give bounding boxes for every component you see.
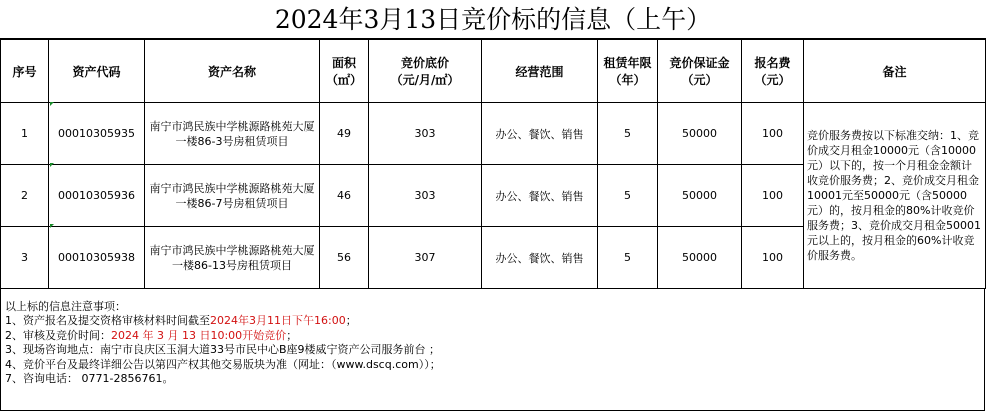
note-line-2 <box>5 329 984 343</box>
cell-scope: 办公、餐饮、销售 <box>482 227 598 289</box>
cell-comment-marker <box>50 163 54 167</box>
cell-area: 46 <box>320 165 369 227</box>
note-2-bid-time: 2024 年 3 月 13 日10:00开始竞价 <box>111 328 287 342</box>
cell-code: 00010305935 <box>49 103 145 165</box>
table-row <box>1 103 986 165</box>
header-deposit-unit: （元） <box>681 73 718 87</box>
cell-price: 303 <box>369 165 482 227</box>
cell-seq: 1 <box>1 103 49 165</box>
header-code: 资产代码 <box>49 40 145 103</box>
note-2-text: 2、审核及竞价时间： <box>5 328 111 342</box>
cell-price: 303 <box>369 103 482 165</box>
cell-fee: 100 <box>742 103 804 165</box>
header-area-unit: （㎡） <box>325 73 362 87</box>
cell-deposit: 50000 <box>658 227 742 289</box>
cell-area: 49 <box>320 103 369 165</box>
sheet-title: 2024年3月13日竞价标的信息（上午） <box>0 0 986 39</box>
note-1-deadline: 2024年3月11日下午16:00 <box>210 314 346 328</box>
header-area-label: 面积 <box>331 56 356 70</box>
header-scope: 经营范围 <box>482 40 598 103</box>
header-term <box>598 40 658 103</box>
cell-name: 南宁市鸿民族中学桃源路桃苑大厦一楼86-3号房租赁项目 <box>145 103 320 165</box>
note-line-7: 7、咨询电话： 0771-2856761。 <box>5 372 174 386</box>
cell-term: 5 <box>598 165 658 227</box>
note-1-text: 1、资产报名及提交资格审核材料时间截至 <box>5 314 210 328</box>
cell-name: 南宁市鸿民族中学桃源路桃苑大厦一楼86-13号房租赁项目 <box>145 227 320 289</box>
cell-scope: 办公、餐饮、销售 <box>482 165 598 227</box>
header-deposit-label: 竞价保证金 <box>669 56 730 70</box>
cell-name: 南宁市鸿民族中学桃源路桃苑大厦一楼86-7号房租赁项目 <box>145 165 320 227</box>
header-area <box>320 40 369 103</box>
header-fee-unit: （元） <box>754 73 791 87</box>
header-fee-label: 报名费 <box>754 56 791 70</box>
cell-fee: 100 <box>742 165 804 227</box>
header-seq: 序号 <box>1 40 49 103</box>
notes-heading: 以上标的信息注意事项： <box>5 300 126 313</box>
cell-price: 307 <box>369 227 482 289</box>
note-2-end: ； <box>286 328 298 342</box>
cell-comment-marker <box>50 224 54 228</box>
header-deposit <box>658 40 742 103</box>
header-price-unit: （元/月/㎡） <box>390 73 460 87</box>
bid-table <box>0 39 986 289</box>
note-line-1 <box>5 314 984 328</box>
cell-deposit: 50000 <box>658 103 742 165</box>
header-remark: 备注 <box>804 40 986 103</box>
cell-seq: 2 <box>1 165 49 227</box>
cell-code: 00010305936 <box>49 165 145 227</box>
header-price <box>369 40 482 103</box>
header-fee <box>742 40 804 103</box>
cell-fee: 100 <box>742 227 804 289</box>
header-price-label: 竞价底价 <box>400 56 449 70</box>
note-1-end: ； <box>345 314 357 328</box>
cell-scope: 办公、餐饮、销售 <box>482 103 598 165</box>
cell-deposit: 50000 <box>658 165 742 227</box>
cell-term: 5 <box>598 103 658 165</box>
header-row <box>1 40 986 103</box>
cell-comment-marker <box>50 102 54 106</box>
cell-code: 00010305938 <box>49 227 145 289</box>
header-term-label: 租赁年限 <box>603 56 652 70</box>
cell-area: 56 <box>320 227 369 289</box>
cell-remark: 竞价服务费按以下标准交纳：1、竞价成交月租金10000元（含10000元）以下的，按一个月租金金额计收竞价服务费；2、竞价成交月租金10001元至50000元（含50000元）的，按月租金的80%计收竞价服务费；3、竞价成交月租金50001元以上的，按月租金的60%计收竞价服务费。 <box>804 103 986 289</box>
note-line-4: 4、竞价平台及最终详细公告以第四产权其他交易版块为准（网址：（www.dscq.com））； <box>5 357 441 371</box>
notes-block <box>0 288 985 411</box>
note-line-3: 3、现场咨询地点：南宁市良庆区玉洞大道33号市民中心B座9楼威宁资产公司服务前台 ； <box>5 343 441 357</box>
header-term-unit: （年） <box>609 73 646 87</box>
header-name: 资产名称 <box>145 40 320 103</box>
cell-seq: 3 <box>1 227 49 289</box>
cell-term: 5 <box>598 227 658 289</box>
